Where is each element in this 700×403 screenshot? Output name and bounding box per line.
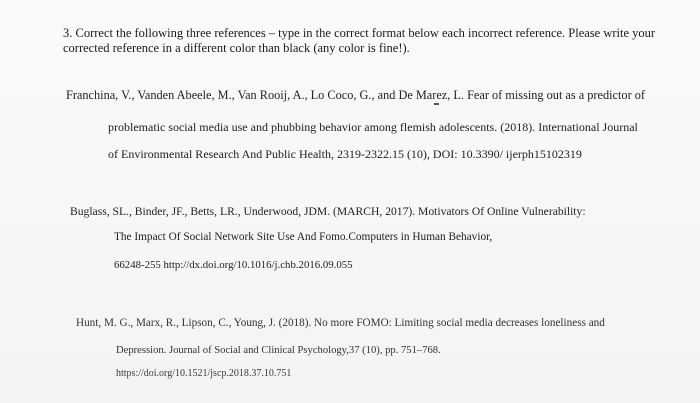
reference-3-line-3: https://doi.org/10.1521/jscp.2018.37.10.751 [116, 368, 292, 379]
question-text: 3. Correct the following three references – type in the correct format below each incorrect reference. Please write your corrected reference in a different color than black (any color is fine!). [63, 26, 656, 55]
reference-2-line-2: The Impact Of Social Network Site Use And Fomo.Computers in Human Behavior, [114, 231, 493, 243]
reference-3-line-2: Depression. Journal of Social and Clinical Psychology,37 (10), pp. 751–768. [116, 345, 441, 356]
reference-1-line-3: of Environmental Research And Public Health, 2319-2322.15 (10), DOI: 10.3390/ ijerph15102319 [108, 147, 582, 161]
text-cursor-icon [434, 103, 439, 105]
reference-1-line-1: Franchina, V., Vanden Abeele, M., Van Rooij, A., Lo Coco, G., and De Marez, L. Fear of missing out as a predictor of [66, 88, 645, 102]
reference-3-line-1: Hunt, M. G., Marx, R., Lipson, C., Young, J. (2018). No more FOMO: Limiting social media decreases loneliness and [76, 317, 605, 329]
reference-2-line-1: Buglass, SL., Binder, JF., Betts, LR., Underwood, JDM. (MARCH, 2017). Motivators Of Online Vulnerability: [70, 205, 586, 218]
reference-1-line-2: problematic social media use and phubbing behavior among flemish adolescents. (2018). International Journal [108, 120, 638, 134]
reference-2-line-3: 66248-255 http://dx.doi.org/10.1016/j.chb.2016.09.055 [114, 259, 353, 271]
